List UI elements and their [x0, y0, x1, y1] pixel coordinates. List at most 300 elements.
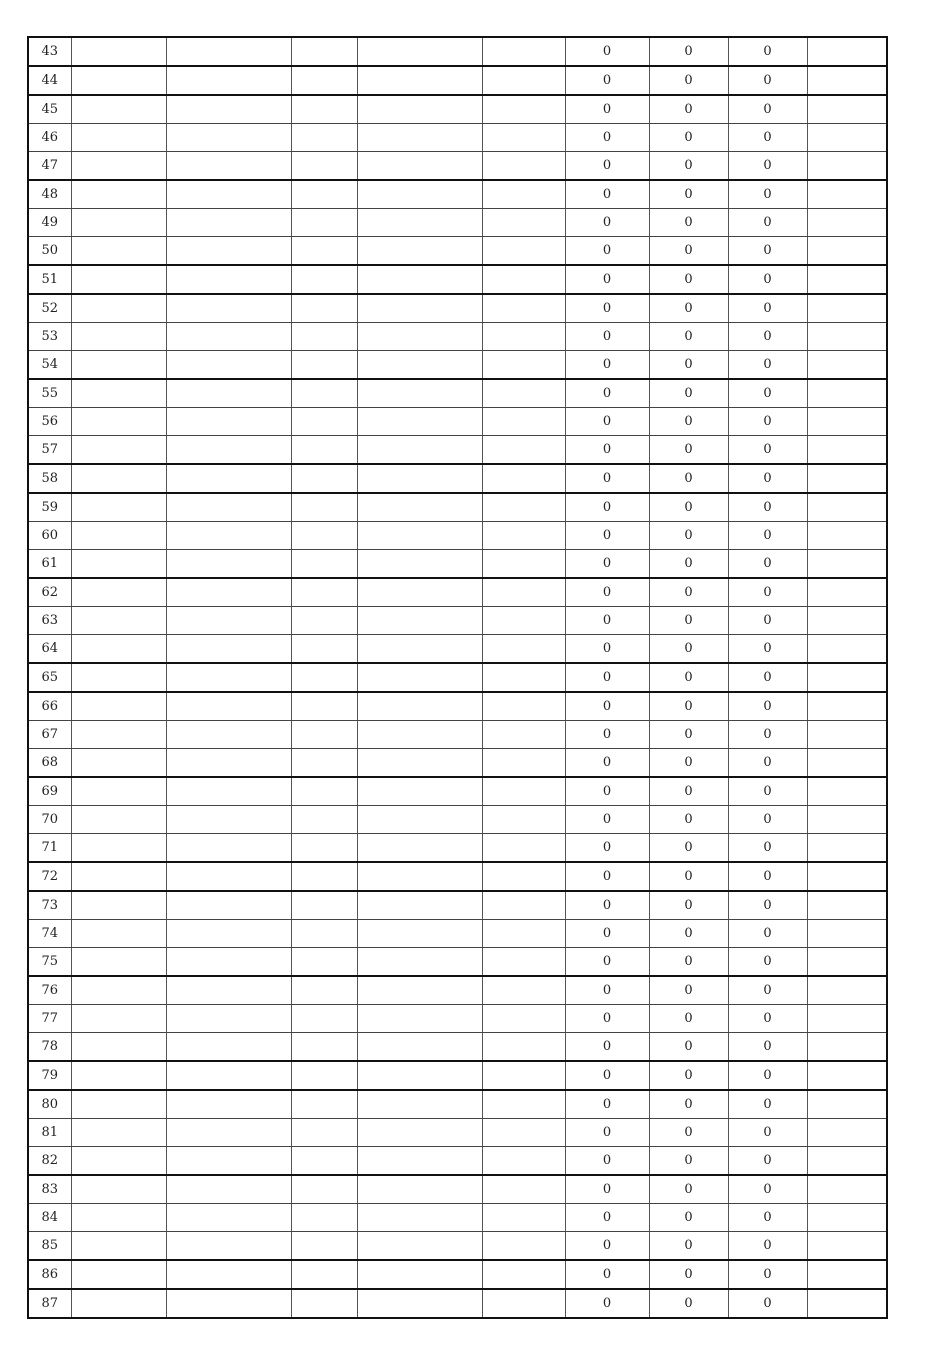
table-cell-col-9: 0 — [728, 1232, 807, 1261]
table-cell-col-2 — [71, 294, 166, 323]
table-cell-col-8: 0 — [649, 692, 728, 721]
table-row — [28, 1005, 887, 1033]
table-row — [28, 66, 887, 95]
row-number-cell: 68 — [28, 749, 71, 778]
table-cell-col-5 — [357, 920, 482, 948]
table-cell-col-9: 0 — [728, 323, 807, 351]
table-cell-col-8: 0 — [649, 152, 728, 181]
table-cell-col-7: 0 — [565, 1232, 649, 1261]
table-row — [28, 180, 887, 209]
table-cell-col-7: 0 — [565, 635, 649, 664]
table-cell-col-6 — [482, 948, 565, 977]
table-cell-col-4 — [291, 1090, 357, 1119]
table-cell-col-10 — [807, 180, 887, 209]
table-cell-col-5 — [357, 66, 482, 95]
table-cell-col-5 — [357, 265, 482, 294]
table-cell-col-9: 0 — [728, 37, 807, 66]
table-cell-col-4 — [291, 464, 357, 493]
table-cell-col-4 — [291, 976, 357, 1005]
table-cell-col-3 — [166, 721, 291, 749]
table-cell-col-6 — [482, 351, 565, 380]
row-number-cell: 75 — [28, 948, 71, 977]
row-number-cell: 63 — [28, 607, 71, 635]
table-cell-col-10 — [807, 550, 887, 579]
table-cell-col-5 — [357, 124, 482, 152]
table-body — [28, 37, 887, 1318]
table-cell-col-3 — [166, 948, 291, 977]
table-cell-col-6 — [482, 124, 565, 152]
table-cell-col-8: 0 — [649, 862, 728, 891]
table-cell-col-2 — [71, 351, 166, 380]
table-cell-col-6 — [482, 1090, 565, 1119]
table-row — [28, 152, 887, 181]
table-cell-col-10 — [807, 408, 887, 436]
table-cell-col-8: 0 — [649, 436, 728, 465]
table-row — [28, 948, 887, 977]
table-cell-col-6 — [482, 920, 565, 948]
table-cell-col-4 — [291, 834, 357, 863]
table-cell-col-8: 0 — [649, 749, 728, 778]
table-cell-col-7: 0 — [565, 948, 649, 977]
table-row — [28, 834, 887, 863]
table-row — [28, 1232, 887, 1261]
table-cell-col-3 — [166, 1232, 291, 1261]
table-cell-col-5 — [357, 692, 482, 721]
table-cell-col-8: 0 — [649, 180, 728, 209]
row-number-cell: 74 — [28, 920, 71, 948]
table-cell-col-6 — [482, 635, 565, 664]
table-cell-col-10 — [807, 1090, 887, 1119]
table-cell-col-5 — [357, 37, 482, 66]
table-row — [28, 1175, 887, 1204]
table-cell-col-4 — [291, 436, 357, 465]
table-cell-col-4 — [291, 351, 357, 380]
table-cell-col-5 — [357, 408, 482, 436]
table-cell-col-6 — [482, 550, 565, 579]
table-cell-col-5 — [357, 464, 482, 493]
table-cell-col-9: 0 — [728, 66, 807, 95]
table-cell-col-2 — [71, 578, 166, 607]
table-cell-col-3 — [166, 578, 291, 607]
table-cell-col-8: 0 — [649, 66, 728, 95]
table-cell-col-10 — [807, 1061, 887, 1090]
table-row — [28, 635, 887, 664]
table-row — [28, 550, 887, 579]
row-number-cell: 48 — [28, 180, 71, 209]
table-cell-col-9: 0 — [728, 408, 807, 436]
table-cell-col-9: 0 — [728, 834, 807, 863]
table-cell-col-9: 0 — [728, 976, 807, 1005]
table-cell-col-8: 0 — [649, 323, 728, 351]
table-cell-col-2 — [71, 1033, 166, 1062]
table-cell-col-10 — [807, 323, 887, 351]
table-cell-col-8: 0 — [649, 522, 728, 550]
table-cell-col-7: 0 — [565, 37, 649, 66]
table-cell-col-7: 0 — [565, 1061, 649, 1090]
table-cell-col-10 — [807, 891, 887, 920]
table-cell-col-2 — [71, 37, 166, 66]
table-cell-col-4 — [291, 379, 357, 408]
table-cell-col-3 — [166, 1147, 291, 1176]
table-row — [28, 749, 887, 778]
table-cell-col-10 — [807, 237, 887, 266]
table-cell-col-5 — [357, 237, 482, 266]
table-cell-col-5 — [357, 578, 482, 607]
row-number-cell: 80 — [28, 1090, 71, 1119]
row-number-cell: 85 — [28, 1232, 71, 1261]
table-cell-col-5 — [357, 635, 482, 664]
table-row — [28, 806, 887, 834]
table-cell-col-5 — [357, 663, 482, 692]
table-cell-col-6 — [482, 976, 565, 1005]
table-cell-col-2 — [71, 436, 166, 465]
table-cell-col-2 — [71, 1119, 166, 1147]
table-cell-col-4 — [291, 124, 357, 152]
table-cell-col-8: 0 — [649, 1175, 728, 1204]
table-row — [28, 323, 887, 351]
table-cell-col-10 — [807, 920, 887, 948]
table-cell-col-7: 0 — [565, 265, 649, 294]
table-cell-col-2 — [71, 1147, 166, 1176]
row-number-cell: 45 — [28, 95, 71, 124]
table-cell-col-7: 0 — [565, 237, 649, 266]
table-cell-col-10 — [807, 294, 887, 323]
table-cell-col-4 — [291, 1005, 357, 1033]
table-cell-col-4 — [291, 95, 357, 124]
table-cell-col-6 — [482, 806, 565, 834]
table-cell-col-6 — [482, 180, 565, 209]
table-cell-col-3 — [166, 436, 291, 465]
table-cell-col-3 — [166, 663, 291, 692]
table-cell-col-7: 0 — [565, 66, 649, 95]
table-cell-col-7: 0 — [565, 464, 649, 493]
table-cell-col-4 — [291, 862, 357, 891]
table-row — [28, 663, 887, 692]
table-cell-col-10 — [807, 1260, 887, 1289]
table-cell-col-10 — [807, 464, 887, 493]
table-cell-col-3 — [166, 379, 291, 408]
table-cell-col-2 — [71, 862, 166, 891]
table-cell-col-2 — [71, 323, 166, 351]
row-number-cell: 44 — [28, 66, 71, 95]
table-cell-col-7: 0 — [565, 692, 649, 721]
table-cell-col-6 — [482, 1260, 565, 1289]
table-row — [28, 976, 887, 1005]
table-cell-col-7: 0 — [565, 1005, 649, 1033]
table-row — [28, 1289, 887, 1318]
table-cell-col-5 — [357, 777, 482, 806]
table-cell-col-2 — [71, 1061, 166, 1090]
table-cell-col-6 — [482, 607, 565, 635]
row-number-cell: 67 — [28, 721, 71, 749]
table-cell-col-5 — [357, 834, 482, 863]
table-cell-col-8: 0 — [649, 976, 728, 1005]
table-cell-col-7: 0 — [565, 1147, 649, 1176]
table-cell-col-7: 0 — [565, 1204, 649, 1232]
table-cell-col-8: 0 — [649, 265, 728, 294]
row-number-cell: 51 — [28, 265, 71, 294]
table-cell-col-8: 0 — [649, 578, 728, 607]
table-cell-col-3 — [166, 37, 291, 66]
table-cell-col-3 — [166, 976, 291, 1005]
table-row — [28, 607, 887, 635]
table-cell-col-6 — [482, 777, 565, 806]
table-cell-col-9: 0 — [728, 891, 807, 920]
table-cell-col-5 — [357, 1147, 482, 1176]
table-cell-col-10 — [807, 578, 887, 607]
table-cell-col-2 — [71, 607, 166, 635]
table-cell-col-3 — [166, 95, 291, 124]
table-cell-col-8: 0 — [649, 1147, 728, 1176]
table-cell-col-7: 0 — [565, 1033, 649, 1062]
table-cell-col-2 — [71, 1005, 166, 1033]
table-cell-col-4 — [291, 209, 357, 237]
table-cell-col-5 — [357, 1005, 482, 1033]
table-cell-col-9: 0 — [728, 522, 807, 550]
table-cell-col-8: 0 — [649, 294, 728, 323]
table-cell-col-7: 0 — [565, 95, 649, 124]
table-row — [28, 95, 887, 124]
table-cell-col-7: 0 — [565, 522, 649, 550]
table-cell-col-8: 0 — [649, 891, 728, 920]
table-cell-col-2 — [71, 66, 166, 95]
row-number-cell: 61 — [28, 550, 71, 579]
table-cell-col-4 — [291, 180, 357, 209]
row-number-cell: 56 — [28, 408, 71, 436]
table-cell-col-7: 0 — [565, 834, 649, 863]
table-cell-col-10 — [807, 862, 887, 891]
table-cell-col-3 — [166, 66, 291, 95]
table-cell-col-7: 0 — [565, 891, 649, 920]
table-row — [28, 493, 887, 522]
data-table — [27, 36, 888, 1319]
table-cell-col-10 — [807, 1033, 887, 1062]
table-cell-col-8: 0 — [649, 721, 728, 749]
table-cell-col-5 — [357, 1090, 482, 1119]
table-cell-col-2 — [71, 209, 166, 237]
table-cell-col-9: 0 — [728, 351, 807, 380]
table-cell-col-4 — [291, 607, 357, 635]
table-cell-col-6 — [482, 721, 565, 749]
table-cell-col-6 — [482, 578, 565, 607]
table-cell-col-2 — [71, 408, 166, 436]
row-number-cell: 57 — [28, 436, 71, 465]
table-cell-col-5 — [357, 95, 482, 124]
table-cell-col-9: 0 — [728, 379, 807, 408]
table-cell-col-5 — [357, 607, 482, 635]
table-cell-col-4 — [291, 152, 357, 181]
table-cell-col-6 — [482, 1204, 565, 1232]
table-cell-col-2 — [71, 493, 166, 522]
table-cell-col-4 — [291, 1289, 357, 1318]
table-cell-col-8: 0 — [649, 920, 728, 948]
table-cell-col-4 — [291, 522, 357, 550]
table-cell-col-2 — [71, 948, 166, 977]
table-cell-col-4 — [291, 1119, 357, 1147]
table-cell-col-5 — [357, 493, 482, 522]
table-row — [28, 265, 887, 294]
table-cell-col-7: 0 — [565, 721, 649, 749]
table-cell-col-6 — [482, 1175, 565, 1204]
row-number-cell: 46 — [28, 124, 71, 152]
table-row — [28, 1204, 887, 1232]
table-cell-col-2 — [71, 95, 166, 124]
table-cell-col-3 — [166, 1061, 291, 1090]
table-cell-col-4 — [291, 692, 357, 721]
table-cell-col-8: 0 — [649, 834, 728, 863]
table-cell-col-5 — [357, 522, 482, 550]
table-cell-col-9: 0 — [728, 1033, 807, 1062]
table-cell-col-10 — [807, 522, 887, 550]
table-cell-col-4 — [291, 663, 357, 692]
table-cell-col-7: 0 — [565, 862, 649, 891]
row-number-cell: 84 — [28, 1204, 71, 1232]
table-cell-col-4 — [291, 1175, 357, 1204]
table-cell-col-6 — [482, 493, 565, 522]
table-row — [28, 209, 887, 237]
table-cell-col-10 — [807, 379, 887, 408]
table-cell-col-10 — [807, 635, 887, 664]
table-cell-col-9: 0 — [728, 1204, 807, 1232]
table-cell-col-7: 0 — [565, 1175, 649, 1204]
table-cell-col-7: 0 — [565, 749, 649, 778]
table-cell-col-9: 0 — [728, 1289, 807, 1318]
table-cell-col-9: 0 — [728, 663, 807, 692]
table-cell-col-7: 0 — [565, 323, 649, 351]
row-number-cell: 49 — [28, 209, 71, 237]
table-cell-col-10 — [807, 1119, 887, 1147]
table-cell-col-10 — [807, 493, 887, 522]
table-cell-col-9: 0 — [728, 493, 807, 522]
table-cell-col-8: 0 — [649, 1119, 728, 1147]
table-row — [28, 1090, 887, 1119]
table-cell-col-3 — [166, 891, 291, 920]
table-cell-col-10 — [807, 209, 887, 237]
table-row — [28, 436, 887, 465]
table-cell-col-3 — [166, 124, 291, 152]
table-cell-col-4 — [291, 1147, 357, 1176]
table-row — [28, 920, 887, 948]
table-cell-col-3 — [166, 1260, 291, 1289]
table-cell-col-2 — [71, 1204, 166, 1232]
table-cell-col-6 — [482, 1232, 565, 1261]
table-cell-col-4 — [291, 37, 357, 66]
table-row — [28, 1061, 887, 1090]
table-cell-col-4 — [291, 777, 357, 806]
table-cell-col-3 — [166, 1175, 291, 1204]
row-number-cell: 83 — [28, 1175, 71, 1204]
table-cell-col-6 — [482, 663, 565, 692]
table-cell-col-5 — [357, 209, 482, 237]
table-cell-col-6 — [482, 152, 565, 181]
table-cell-col-8: 0 — [649, 948, 728, 977]
table-cell-col-10 — [807, 948, 887, 977]
row-number-cell: 65 — [28, 663, 71, 692]
table-cell-col-10 — [807, 95, 887, 124]
table-cell-col-7: 0 — [565, 209, 649, 237]
table-cell-col-2 — [71, 1289, 166, 1318]
table-cell-col-5 — [357, 948, 482, 977]
table-cell-col-7: 0 — [565, 920, 649, 948]
table-cell-col-2 — [71, 749, 166, 778]
table-cell-col-9: 0 — [728, 578, 807, 607]
row-number-cell: 64 — [28, 635, 71, 664]
table-cell-col-9: 0 — [728, 237, 807, 266]
table-cell-col-10 — [807, 834, 887, 863]
table-cell-col-6 — [482, 37, 565, 66]
table-cell-col-2 — [71, 152, 166, 181]
table-cell-col-7: 0 — [565, 607, 649, 635]
table-cell-col-9: 0 — [728, 920, 807, 948]
table-cell-col-3 — [166, 265, 291, 294]
table-cell-col-5 — [357, 891, 482, 920]
table-cell-col-9: 0 — [728, 1147, 807, 1176]
table-cell-col-6 — [482, 408, 565, 436]
table-row — [28, 237, 887, 266]
table-cell-col-10 — [807, 351, 887, 380]
table-cell-col-2 — [71, 550, 166, 579]
table-cell-col-10 — [807, 663, 887, 692]
table-cell-col-2 — [71, 1260, 166, 1289]
table-row — [28, 351, 887, 380]
table-cell-col-4 — [291, 1232, 357, 1261]
table-cell-col-6 — [482, 464, 565, 493]
table-cell-col-4 — [291, 66, 357, 95]
table-cell-col-10 — [807, 721, 887, 749]
table-cell-col-7: 0 — [565, 550, 649, 579]
table-cell-col-9: 0 — [728, 692, 807, 721]
table-cell-col-7: 0 — [565, 578, 649, 607]
table-cell-col-5 — [357, 1204, 482, 1232]
table-cell-col-6 — [482, 862, 565, 891]
table-cell-col-9: 0 — [728, 124, 807, 152]
table-cell-col-7: 0 — [565, 663, 649, 692]
table-cell-col-6 — [482, 749, 565, 778]
table-cell-col-2 — [71, 464, 166, 493]
table-cell-col-8: 0 — [649, 1204, 728, 1232]
table-cell-col-7: 0 — [565, 1289, 649, 1318]
table-cell-col-6 — [482, 66, 565, 95]
table-cell-col-10 — [807, 265, 887, 294]
table-cell-col-7: 0 — [565, 124, 649, 152]
table-cell-col-3 — [166, 493, 291, 522]
table-cell-col-7: 0 — [565, 152, 649, 181]
table-cell-col-3 — [166, 1033, 291, 1062]
table-cell-col-9: 0 — [728, 1175, 807, 1204]
table-cell-col-8: 0 — [649, 635, 728, 664]
table-cell-col-10 — [807, 66, 887, 95]
table-cell-col-7: 0 — [565, 436, 649, 465]
table-cell-col-3 — [166, 607, 291, 635]
table-cell-col-2 — [71, 920, 166, 948]
table-cell-col-9: 0 — [728, 180, 807, 209]
row-number-cell: 77 — [28, 1005, 71, 1033]
table-cell-col-3 — [166, 1005, 291, 1033]
table-cell-col-3 — [166, 834, 291, 863]
table-cell-col-4 — [291, 1260, 357, 1289]
table-cell-col-6 — [482, 522, 565, 550]
row-number-cell: 55 — [28, 379, 71, 408]
table-cell-col-8: 0 — [649, 607, 728, 635]
table-row — [28, 294, 887, 323]
table-cell-col-9: 0 — [728, 721, 807, 749]
table-cell-col-10 — [807, 692, 887, 721]
table-cell-col-2 — [71, 1232, 166, 1261]
table-cell-col-3 — [166, 1119, 291, 1147]
table-cell-col-9: 0 — [728, 862, 807, 891]
row-number-cell: 58 — [28, 464, 71, 493]
table-cell-col-5 — [357, 721, 482, 749]
